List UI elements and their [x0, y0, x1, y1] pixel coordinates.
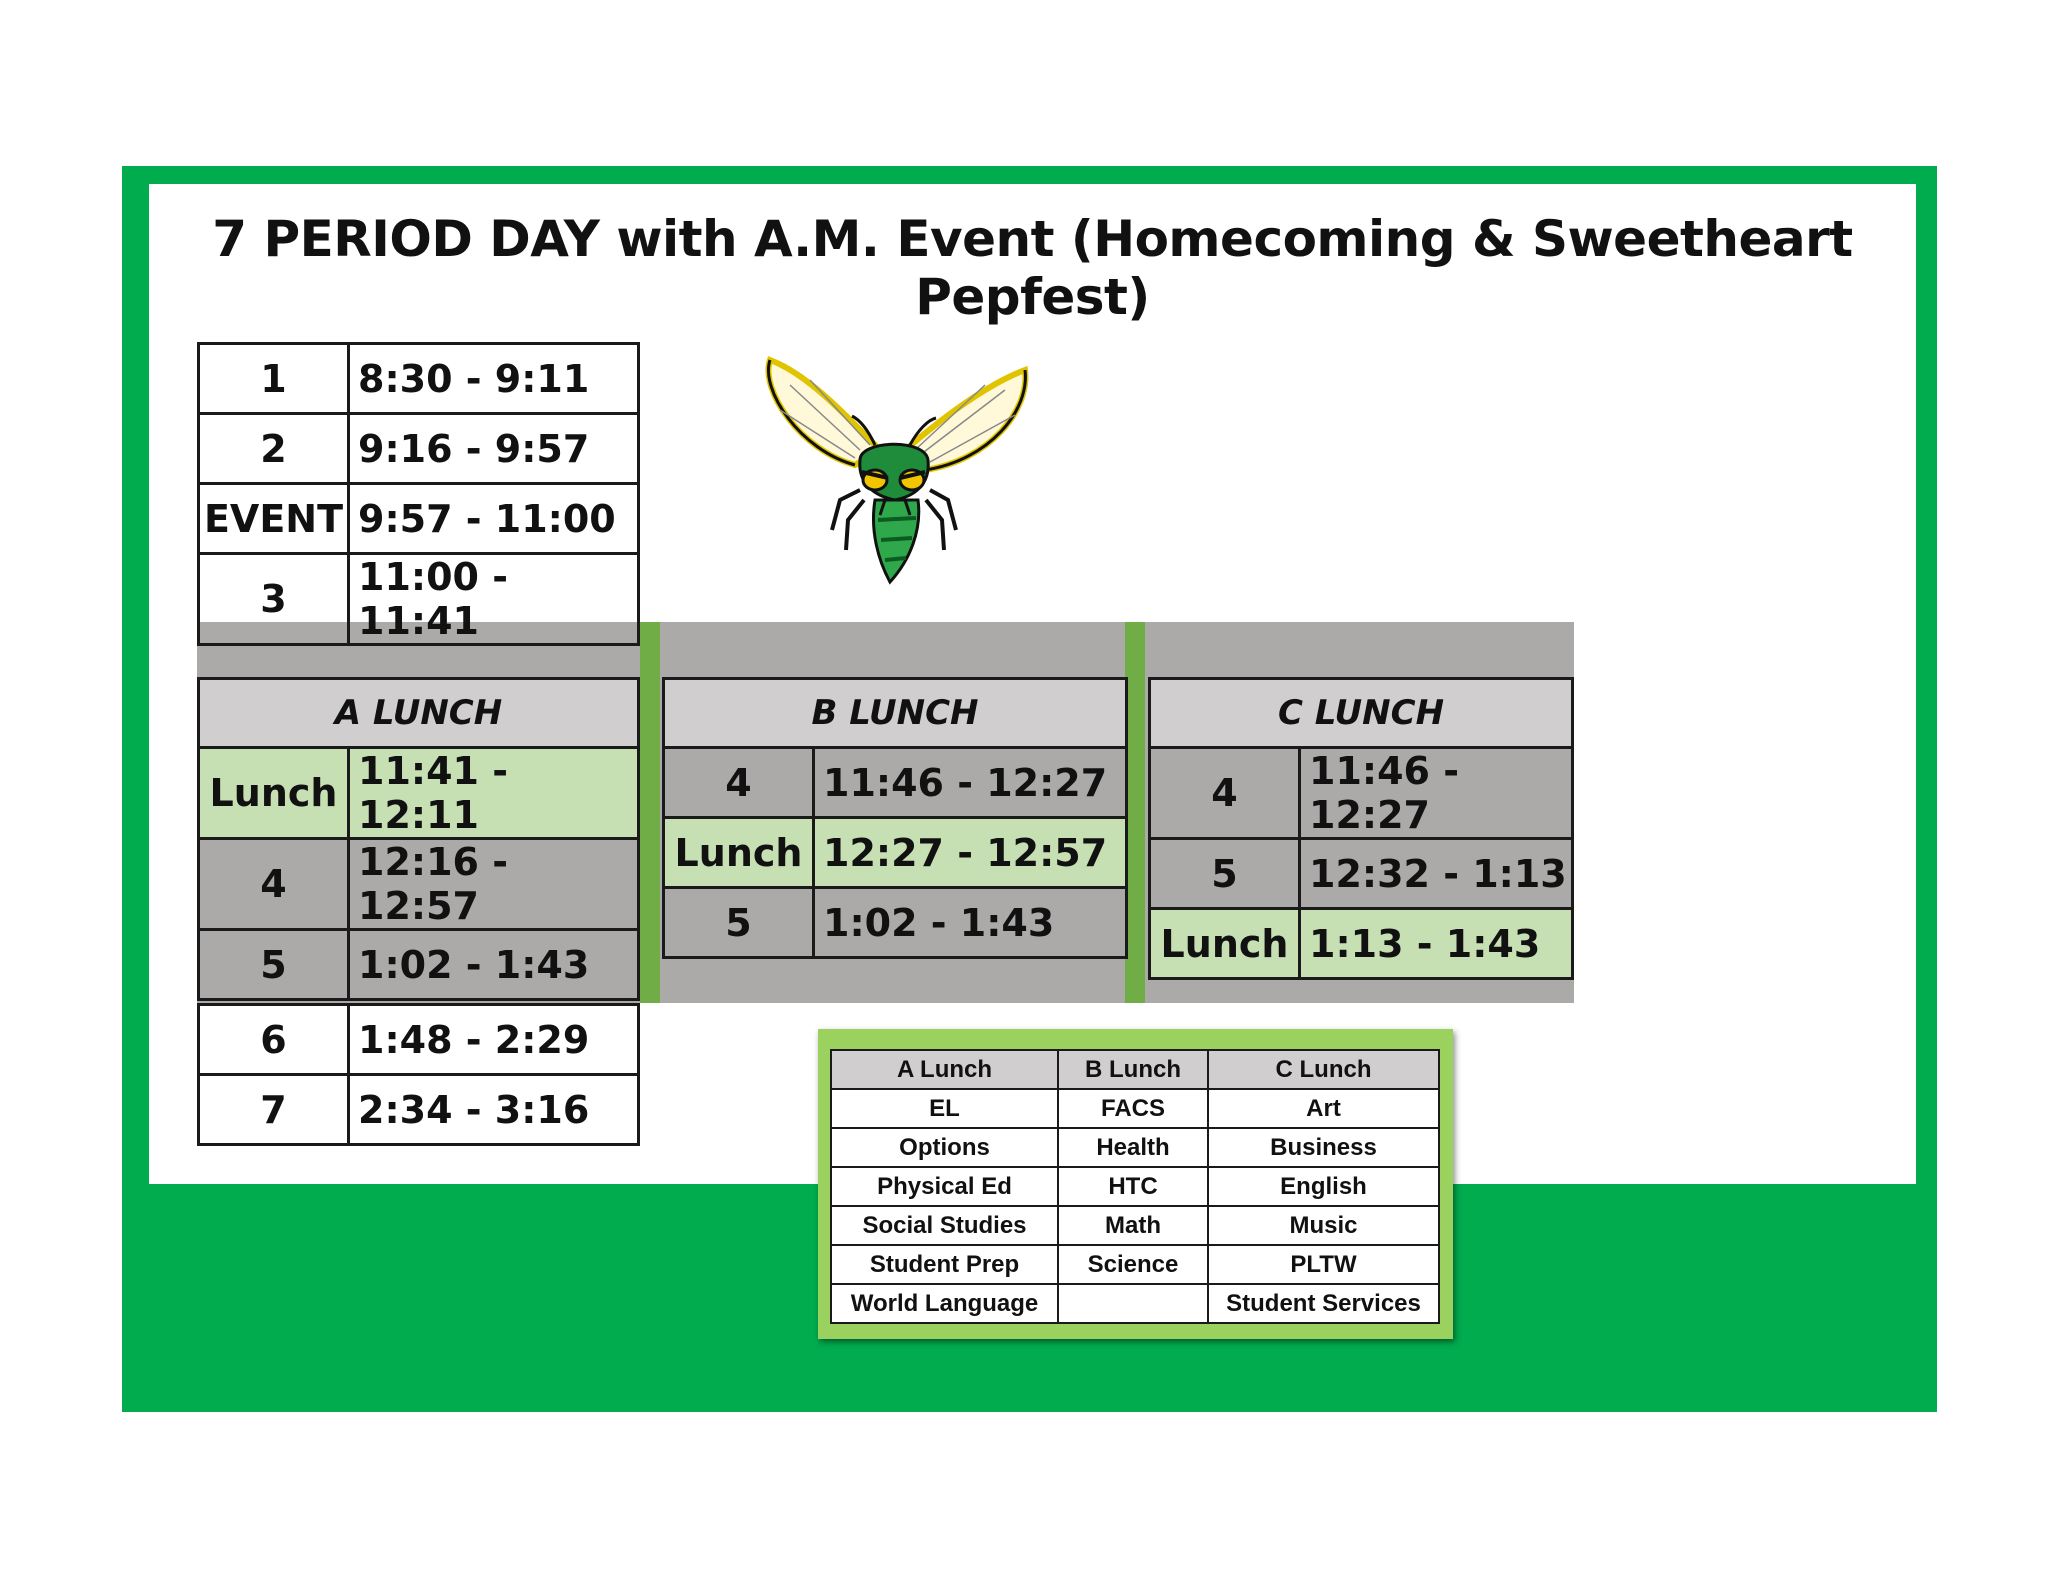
- period-label: 4: [1150, 748, 1300, 839]
- period-label: 5: [664, 888, 814, 958]
- schedule-row: [664, 818, 1127, 888]
- legend-cell: Student Prep: [831, 1245, 1058, 1284]
- legend-cell: Art: [1208, 1089, 1439, 1128]
- period-label: 2: [199, 414, 349, 484]
- schedule-row: [199, 414, 639, 484]
- period-time: 1:02 - 1:43: [814, 888, 1127, 958]
- legend-cell: HTC: [1058, 1167, 1208, 1206]
- legend-row: [831, 1245, 1439, 1284]
- period-label: Lunch: [664, 818, 814, 888]
- schedule-row: [1150, 909, 1573, 979]
- page-title: 7 PERIOD DAY with A.M. Event (Homecoming & Sweetheart Pepfest): [212, 210, 1853, 326]
- divider-bar-1: [640, 622, 660, 1003]
- lunch-department-legend: [830, 1049, 1440, 1324]
- period-time: 8:30 - 9:11: [349, 344, 639, 414]
- lunch-header: C LUNCH: [1150, 679, 1573, 748]
- schedule-row: [199, 1005, 639, 1075]
- legend-cell: EL: [831, 1089, 1058, 1128]
- legend-row: [831, 1284, 1439, 1323]
- legend-header: B Lunch: [1058, 1050, 1208, 1089]
- afternoon-schedule: [197, 1003, 640, 1146]
- legend-header: A Lunch: [831, 1050, 1058, 1089]
- schedule-row: [199, 484, 639, 554]
- legend-cell: English: [1208, 1167, 1439, 1206]
- period-label: 4: [664, 748, 814, 818]
- legend-cell: Business: [1208, 1128, 1439, 1167]
- period-time: 11:41 - 12:11: [349, 748, 639, 839]
- legend-cell: Science: [1058, 1245, 1208, 1284]
- period-time: 12:27 - 12:57: [814, 818, 1127, 888]
- period-label: EVENT: [199, 484, 349, 554]
- hornet-mascot-icon: [760, 350, 1040, 590]
- period-time: 12:32 - 1:13: [1300, 839, 1573, 909]
- legend-header: C Lunch: [1208, 1050, 1439, 1089]
- period-label: 3: [199, 554, 349, 645]
- legend-cell: Music: [1208, 1206, 1439, 1245]
- legend-cell: Health: [1058, 1128, 1208, 1167]
- morning-schedule: [197, 342, 640, 646]
- schedule-row: [664, 748, 1127, 818]
- schedule-row: [199, 554, 639, 645]
- divider-bar-2: [1125, 622, 1145, 1003]
- period-time: 11:00 - 11:41: [349, 554, 639, 645]
- legend-cell: Physical Ed: [831, 1167, 1058, 1206]
- period-label: Lunch: [1150, 909, 1300, 979]
- period-label: 1: [199, 344, 349, 414]
- schedule-row: [199, 1075, 639, 1145]
- legend-row: [831, 1206, 1439, 1245]
- period-time: 9:16 - 9:57: [349, 414, 639, 484]
- legend-cell: [1058, 1284, 1208, 1323]
- lunch-header: B LUNCH: [664, 679, 1127, 748]
- schedule-row: [199, 344, 639, 414]
- legend-cell: Options: [831, 1128, 1058, 1167]
- legend-row: [831, 1167, 1439, 1206]
- schedule-row: [664, 888, 1127, 958]
- period-label: 5: [199, 930, 349, 1000]
- period-label: 4: [199, 839, 349, 930]
- legend-row: [831, 1128, 1439, 1167]
- period-time: 1:13 - 1:43: [1300, 909, 1573, 979]
- schedule-row: [199, 930, 639, 1000]
- period-label: 6: [199, 1005, 349, 1075]
- period-label: 7: [199, 1075, 349, 1145]
- period-time: 12:16 - 12:57: [349, 839, 639, 930]
- period-time: 1:48 - 2:29: [349, 1005, 639, 1075]
- period-time: 11:46 - 12:27: [1300, 748, 1573, 839]
- period-time: 9:57 - 11:00: [349, 484, 639, 554]
- schedule-row: [1150, 839, 1573, 909]
- b-lunch-table: [662, 677, 1128, 959]
- legend-header-row: [831, 1050, 1439, 1089]
- legend-cell: World Language: [831, 1284, 1058, 1323]
- legend-cell: PLTW: [1208, 1245, 1439, 1284]
- period-time: 11:46 - 12:27: [814, 748, 1127, 818]
- legend-row: [831, 1089, 1439, 1128]
- schedule-row: [1150, 748, 1573, 839]
- a-lunch-table: [197, 677, 640, 1001]
- c-lunch-table: [1148, 677, 1574, 980]
- lunch-header: A LUNCH: [199, 679, 639, 748]
- period-time: 1:02 - 1:43: [349, 930, 639, 1000]
- legend-cell: Math: [1058, 1206, 1208, 1245]
- period-label: Lunch: [199, 748, 349, 839]
- schedule-row: [199, 748, 639, 839]
- legend-cell: Student Services: [1208, 1284, 1439, 1323]
- schedule-row: [199, 839, 639, 930]
- period-label: 5: [1150, 839, 1300, 909]
- legend-cell: FACS: [1058, 1089, 1208, 1128]
- period-time: 2:34 - 3:16: [349, 1075, 639, 1145]
- legend-cell: Social Studies: [831, 1206, 1058, 1245]
